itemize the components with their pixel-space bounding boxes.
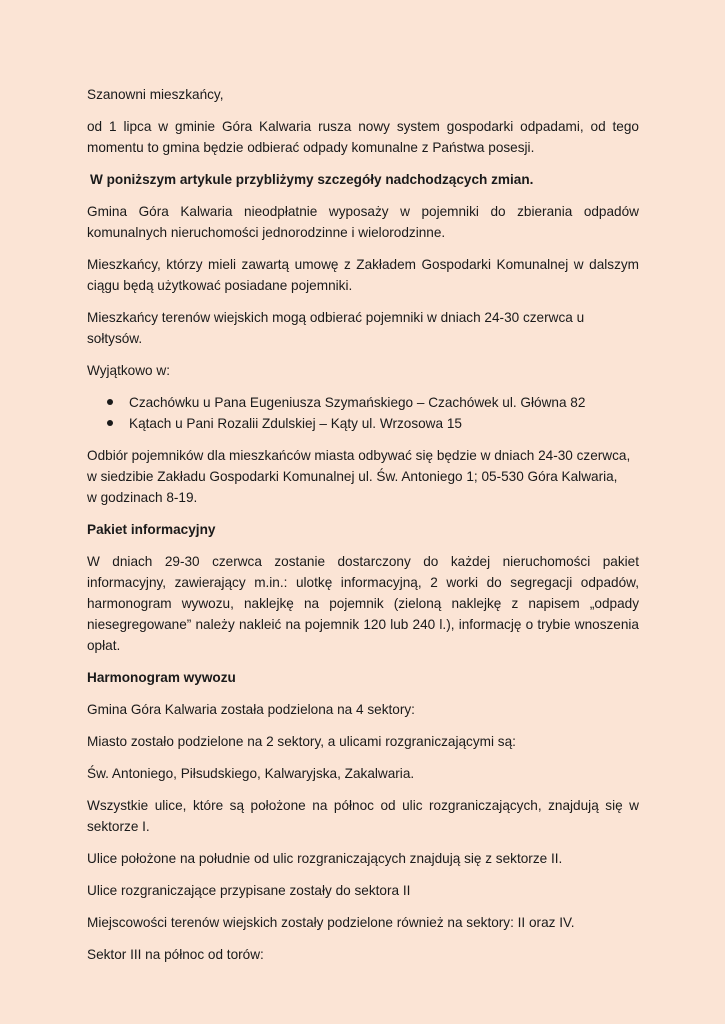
boundary-paragraph: Ulice rozgraniczające przypisane zostały do sektora II xyxy=(87,883,411,898)
bullet-icon xyxy=(107,399,113,405)
heading-schedule: Harmonogram wywozu xyxy=(87,670,236,685)
heading-info: Pakiet informacyjny xyxy=(87,522,216,537)
exception-label: Wyjątkowo w: xyxy=(87,363,170,378)
intro-bold-paragraph: W poniższym artykule przybliżymy szczegóły nadchodzących zmian. xyxy=(90,172,534,187)
rural-paragraph: Mieszkańcy terenów wiejskich mogą odbierać pojemniki w dniach 24-30 czerwca u sołtysów. xyxy=(87,310,585,346)
streets-paragraph: Św. Antoniego, Piłsudskiego, Kalwaryjska, Zakalwaria. xyxy=(87,766,415,781)
list-item-text: Kątach u Pani Rozalii Zdulskiej – Kąty ul. Wrzosowa 15 xyxy=(129,416,462,431)
greeting: Szanowni mieszkańcy, xyxy=(87,87,224,102)
city-pickup-line: w godzinach 8-19. xyxy=(87,490,198,505)
list-item xyxy=(87,413,639,434)
north-paragraph: Wszystkie ulice, które są położone na północ od ulic rozgraniczających, znajdują się w sektorze I. xyxy=(87,798,639,834)
intro-paragraph: od 1 lipca w gminie Góra Kalwaria rusza nowy system gospodarki odpadami, od tego momentu to gmina będzie odbierać odpady komunalne z Państwa posesji. xyxy=(87,119,639,155)
exception-list xyxy=(87,392,639,434)
bullet-icon xyxy=(107,420,113,426)
city-pickup-paragraph xyxy=(87,445,639,508)
city-pickup-line: w siedzibie Zakładu Gospodarki Komunalnej ul. Św. Antoniego 1; 05-530 Góra Kalwaria, xyxy=(87,469,618,484)
sectors-paragraph: Gmina Góra Kalwaria została podzielona na 4 sektory: xyxy=(87,702,415,717)
city-sectors-paragraph: Miasto zostało podzielone na 2 sektory, a ulicami rozgraniczającymi są: xyxy=(87,734,516,749)
contract-paragraph: Mieszkańcy, którzy mieli zawartą umowę z Zakładem Gospodarki Komunalnej w dalszym ciągu będą użytkować posiadane pojemniki. xyxy=(87,257,639,293)
document-page xyxy=(87,84,639,976)
info-paragraph: W dniach 29-30 czerwca zostanie dostarczony do każdej nieruchomości pakiet informacyjny, zawierający m.in.: ulotkę informacyjną, 2 worki do segregacji odpadów, harmonogram wywozu, naklejkę na pojemnik (zieloną naklejkę z napisem „odpady niesegregowane” należy nakleić na pojemnik 120 lub 240 l.), informację o trybie wnoszenia opłat. xyxy=(87,554,639,653)
list-item-text: Czachówku u Pana Eugeniusza Szymańskiego – Czachówek ul. Główna 82 xyxy=(129,395,586,410)
equipment-paragraph: Gmina Góra Kalwaria nieodpłatnie wyposaży w pojemniki do zbierania odpadów komunalnych nieruchomości jednorodzinne i wielorodzinne. xyxy=(87,204,639,240)
villages-paragraph: Miejscowości terenów wiejskich zostały podzielone również na sektory: II oraz IV. xyxy=(87,915,575,930)
south-paragraph: Ulice położone na południe od ulic rozgraniczających znajdują się z sektorze II. xyxy=(87,851,563,866)
sector3-paragraph: Sektor III na północ od torów: xyxy=(87,947,264,962)
city-pickup-line: Odbiór pojemników dla mieszkańców miasta odbywać się będzie w dniach 24-30 czerwca, xyxy=(87,448,631,463)
list-item xyxy=(87,392,639,413)
